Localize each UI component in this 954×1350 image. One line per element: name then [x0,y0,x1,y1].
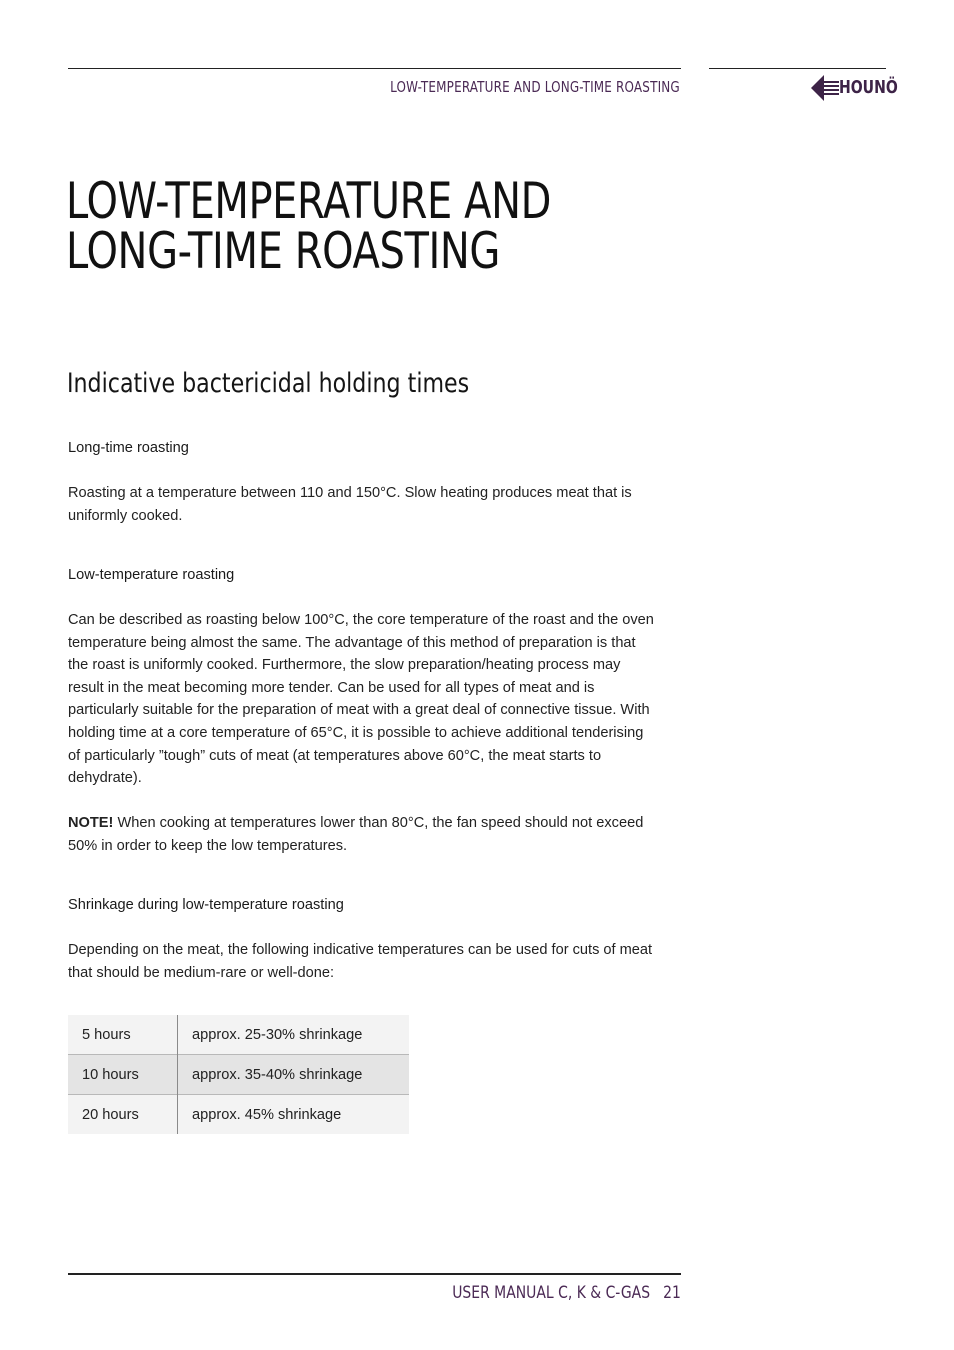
table-cell-time: 10 hours [68,1055,178,1095]
page-number: 21 [663,1283,681,1303]
footer [452,1283,681,1303]
logo-text: HOUNÖ [839,77,898,98]
logo-mark-icon [811,73,841,103]
footer-manual-title: USER MANUAL C, K & C-GAS [452,1283,651,1303]
long-time-body: Roasting at a temperature between 110 and 150°C. Slow heating produces meat that is uniformly cooked. [68,485,632,524]
page-title-line-2: LONG-TIME ROASTING [66,222,501,280]
page-title-line-1: LOW-TEMPERATURE AND [66,172,552,230]
footer-rule [68,1273,681,1275]
page-title [66,172,610,280]
low-temp-heading: Low-temperature roasting [68,567,235,583]
note-text: When cooking at temperatures lower than 80°C, the fan speed should not exceed 50% in order to keep the low temperatures. [68,815,644,854]
header-rule [68,68,681,69]
houno-logo [811,73,898,103]
shrinkage-body: Depending on the meat, the following indicative temperatures can be used for cuts of meat that should be medium-rare or well-done: [68,942,653,981]
long-time-heading: Long-time roasting [68,440,189,456]
table-cell-shrinkage: approx. 25-30% shrinkage [178,1015,410,1055]
table-row [68,1015,409,1055]
running-header: LOW-TEMPERATURE AND LONG-TIME ROASTING [390,78,680,96]
note-label: NOTE! [68,815,114,831]
note-paragraph [68,812,658,857]
header-rule-logo [709,68,886,69]
table-cell-shrinkage: approx. 45% shrinkage [178,1095,410,1135]
shrinkage-table [68,1015,409,1134]
section-title: Indicative bactericidal holding times [67,368,470,399]
low-temp-body: Can be described as roasting below 100°C, the core temperature of the roast and the oven temperature being almost the same. The advantage of this method of preparation is that the roast is uniformly cooked. Furthermore, the slow preparation/heating process may result in the meat becoming more tender. Can be used for all types of meat and is particularly suitable for the preparation of meat with a great deal of connective tissue. With holding time at a core temperature of 65°C, it is possible to achieve additional tenderising of particularly ”tough” cuts of meat (at temperatures above 60°C, the meat starts to dehydrate). [68,612,654,787]
table-row [68,1055,409,1095]
table-cell-shrinkage: approx. 35-40% shrinkage [178,1055,410,1095]
table-cell-time: 20 hours [68,1095,178,1135]
table-cell-time: 5 hours [68,1015,178,1055]
shrinkage-heading: Shrinkage during low-temperature roasting [68,897,344,913]
table-row [68,1095,409,1135]
